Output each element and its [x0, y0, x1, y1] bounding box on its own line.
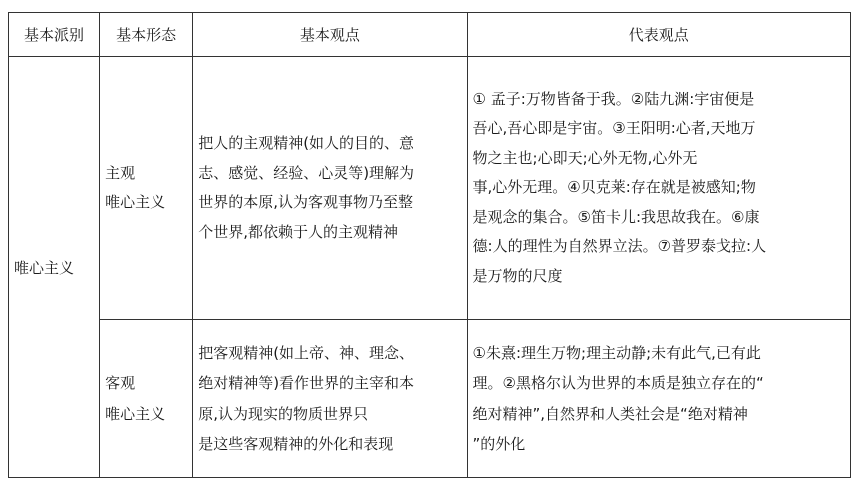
view-line: 原,认为现实的物质世界只 — [198, 404, 368, 423]
rep-line: 吾心,吾心即是宇宙。③王阳明:心者,天地万 — [472, 119, 756, 138]
view-line: 绝对精神等)看作世界的主宰和本 — [198, 374, 415, 392]
rep-line: 绝对精神”,自然界和人类社会是“绝对精神 — [472, 404, 748, 423]
form-line: 唯心主义 — [105, 193, 166, 211]
table-row — [9, 320, 851, 478]
header-school: 基本派别 — [9, 13, 100, 57]
rep-line: 是万物的尺度 — [472, 266, 563, 285]
form-line: 客观 — [105, 374, 136, 392]
form-line: 唯心主义 — [105, 404, 166, 423]
rep-line: ①朱熹:理生万物;理主动静;未有此气,已有此 — [472, 343, 761, 362]
form-line: 主观 — [105, 164, 136, 182]
view-cell — [193, 320, 467, 478]
form-cell — [100, 57, 193, 320]
header-form: 基本形态 — [100, 13, 193, 57]
rep-line: 理。②黑格尔认为世界的本质是独立存在的“ — [472, 374, 764, 392]
view-line: 是这些客观精神的外化和表现 — [198, 435, 394, 453]
rep-line: 物之主也;心即天;心外无物,心外无 — [472, 148, 698, 167]
header-representative: 代表观点 — [467, 13, 850, 57]
school-cell: 唯心主义 — [9, 57, 100, 478]
table-row — [9, 57, 851, 320]
header-row — [9, 13, 851, 57]
view-cell — [193, 57, 467, 320]
rep-line: ① 孟子:万物皆备于我。②陆九渊:宇宙便是 — [472, 89, 755, 108]
view-line: 把人的主观精神(如人的目的、意 — [198, 134, 415, 152]
view-line: 个世界,都依赖于人的主观精神 — [198, 222, 398, 241]
representative-cell — [467, 320, 850, 478]
rep-line: 是观念的集合。⑤笛卡儿:我思故我在。⑥康 — [472, 207, 760, 226]
header-view: 基本观点 — [193, 13, 467, 57]
view-line: 把客观精神(如上帝、神、理念、 — [198, 343, 415, 362]
rep-line: 德:人的理性为自然界立法。⑦普罗泰戈拉:人 — [472, 237, 767, 256]
philosophy-table — [8, 12, 851, 478]
view-line: 世界的本原,认为客观事物乃至整 — [198, 193, 413, 211]
representative-cell — [467, 57, 850, 320]
view-line: 志、感觉、经验、心灵等)理解为 — [198, 163, 415, 182]
rep-line: 事,心外无理。④贝克莱:存在就是被感知;物 — [472, 178, 756, 197]
form-cell — [100, 320, 193, 478]
rep-line: ”的外化 — [472, 435, 526, 453]
